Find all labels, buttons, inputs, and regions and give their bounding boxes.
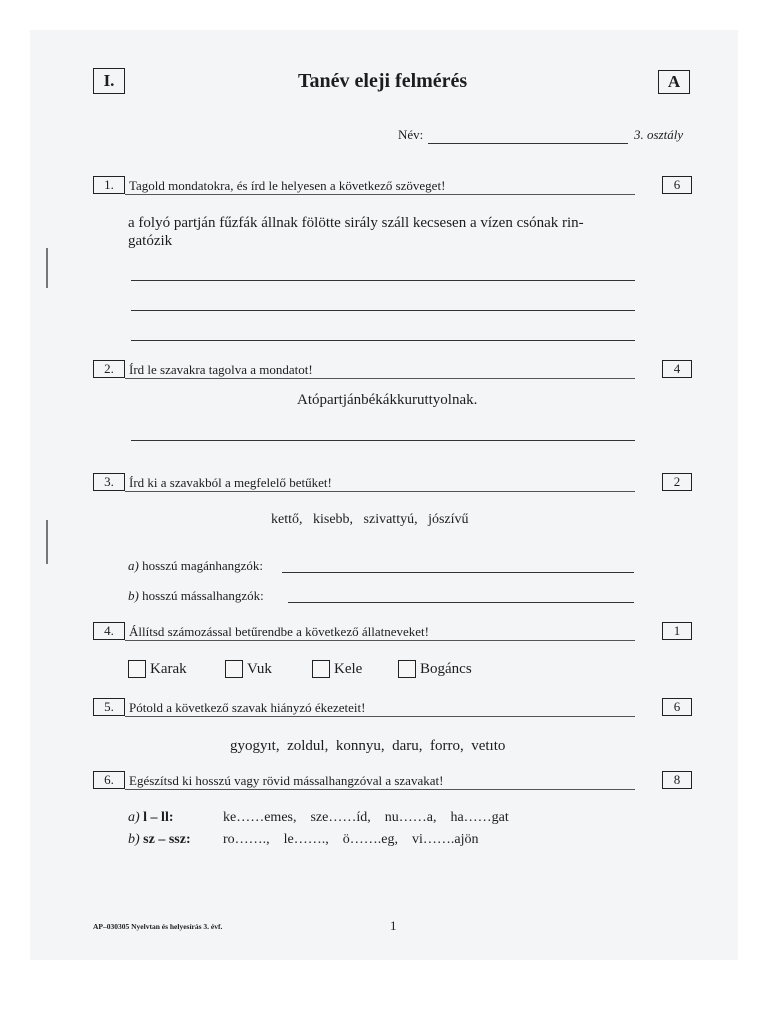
task-underline bbox=[125, 194, 635, 195]
task-number: 1. bbox=[93, 176, 125, 194]
order-box[interactable] bbox=[398, 660, 416, 678]
task-text-line: gatózik bbox=[128, 233, 173, 249]
points-box: 2 bbox=[662, 473, 692, 491]
task-number: 6. bbox=[93, 771, 125, 789]
fill-in-words[interactable]: ke……emes, sze……íd, nu……a, ha……gat bbox=[223, 810, 509, 825]
footer-code: AP–030305 Nyelvtan és helyesírás 3. évf. bbox=[93, 922, 223, 931]
page-title: Tanév eleji felmérés bbox=[298, 70, 468, 92]
task-text-line: a folyó partján fűzfák állnak fölötte sirály száll kecsesen a vízen csónak rin- bbox=[128, 215, 584, 231]
points-box: 4 bbox=[662, 360, 692, 378]
name-label: Név: bbox=[398, 127, 424, 142]
binder-mark bbox=[46, 248, 48, 288]
animal-name: Kele bbox=[334, 660, 363, 677]
name-field[interactable] bbox=[428, 143, 628, 144]
task-instruction: Pótold a következő szavak hiányzó ékezeteit! bbox=[129, 700, 366, 715]
task-instruction: Tagold mondatokra, és írd le helyesen a következő szöveget! bbox=[129, 178, 446, 193]
task-sentence: Atópartjánbékákkuruttyolnak. bbox=[297, 392, 478, 408]
subtask-text: l – ll: bbox=[143, 810, 174, 825]
task-instruction: Állítsd számozással betűrendbe a következő állatneveket! bbox=[129, 624, 429, 639]
answer-line[interactable] bbox=[288, 602, 634, 603]
task-underline bbox=[125, 716, 635, 717]
answer-line[interactable] bbox=[131, 310, 635, 311]
subtask-text: sz – ssz: bbox=[143, 832, 191, 847]
subtask-b-label bbox=[128, 588, 264, 604]
task-underline bbox=[125, 491, 635, 492]
animal-item bbox=[225, 660, 272, 678]
order-box[interactable] bbox=[312, 660, 330, 678]
subtask-b-label bbox=[128, 832, 191, 848]
subtask-letter: a) bbox=[128, 810, 140, 825]
task-text bbox=[128, 214, 648, 250]
task-underline bbox=[125, 640, 635, 641]
binder-mark bbox=[46, 520, 48, 564]
word-list: gyogyıt, zoldul, konnyu, daru, forro, vetıto bbox=[230, 738, 506, 754]
task-number: 3. bbox=[93, 473, 125, 491]
page-number: 1 bbox=[390, 918, 397, 933]
order-box[interactable] bbox=[225, 660, 243, 678]
answer-line[interactable] bbox=[282, 572, 634, 573]
task-underline bbox=[125, 378, 635, 379]
fill-in-words[interactable]: ro……., le……., ö…….eg, vi…….ajön bbox=[223, 832, 479, 847]
part-label: I. bbox=[93, 68, 125, 94]
task-instruction: Egészítsd ki hosszú vagy rövid mássalhangzóval a szavakat! bbox=[129, 773, 444, 788]
animal-name: Karak bbox=[150, 660, 187, 677]
animal-item bbox=[398, 660, 472, 678]
subtask-letter: b) bbox=[128, 832, 140, 847]
animal-name: Vuk bbox=[247, 660, 272, 677]
subtask-letter: b) bbox=[128, 588, 139, 603]
task-number: 5. bbox=[93, 698, 125, 716]
animal-item bbox=[312, 660, 362, 678]
subtask-a-label bbox=[128, 810, 174, 826]
word-list: kettő, kisebb, szivattyú, jószívű bbox=[271, 512, 469, 527]
task-underline bbox=[125, 789, 635, 790]
points-box: 6 bbox=[662, 698, 692, 716]
points-box: 6 bbox=[662, 176, 692, 194]
animal-name: Bogáncs bbox=[420, 660, 472, 677]
variant-label: A bbox=[658, 70, 690, 94]
subtask-text: hosszú mássalhangzók: bbox=[142, 588, 264, 603]
points-box: 1 bbox=[662, 622, 692, 640]
task-number: 4. bbox=[93, 622, 125, 640]
task-instruction: Írd le szavakra tagolva a mondatot! bbox=[129, 362, 313, 377]
answer-line[interactable] bbox=[131, 280, 635, 281]
task-number: 2. bbox=[93, 360, 125, 378]
order-box[interactable] bbox=[128, 660, 146, 678]
answer-line[interactable] bbox=[131, 440, 635, 441]
answer-line[interactable] bbox=[131, 340, 635, 341]
class-label: 3. osztály bbox=[634, 127, 684, 142]
subtask-text: hosszú magánhangzók: bbox=[142, 558, 264, 573]
subtask-letter: a) bbox=[128, 558, 139, 573]
animal-item bbox=[128, 660, 187, 678]
task-instruction: Írd ki a szavakból a megfelelő betűket! bbox=[129, 475, 332, 490]
points-box: 8 bbox=[662, 771, 692, 789]
subtask-a-label bbox=[128, 558, 263, 574]
